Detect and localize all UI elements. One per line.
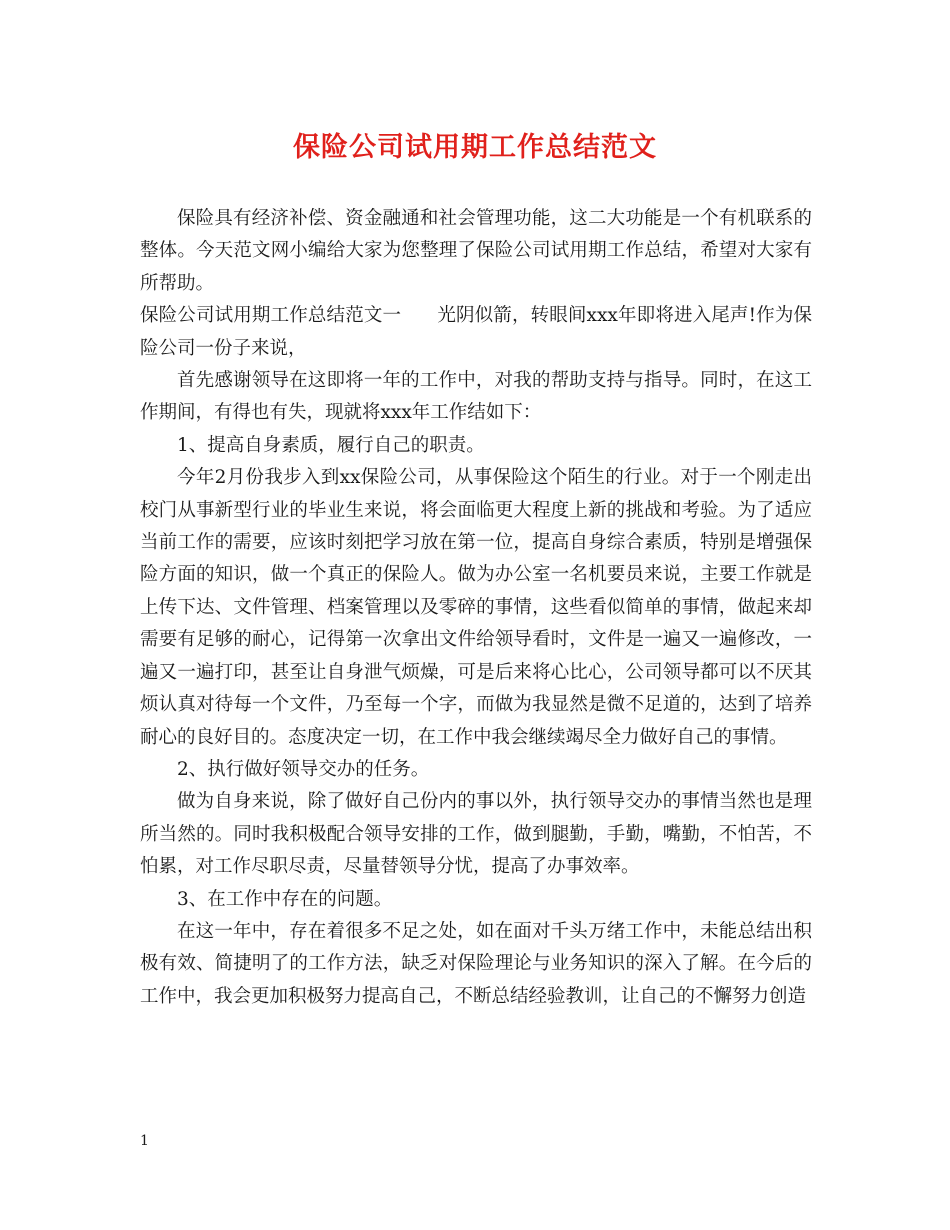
opening-sentence: 光阴似箭，转眼间xxx年即将进入尾声!作为保险公司一份子来说， xyxy=(140,305,812,359)
thanks-paragraph: 首先感谢领导在这即将一年的工作中，对我的帮助支持与指导。同时，在这工作期间，有得也有失，现就将xxx年工作结如下： xyxy=(140,370,812,424)
section1-title: 1、提高自身素质，履行自己的职责。 xyxy=(177,434,485,456)
intro-paragraph: 保险具有经济补偿、资金融通和社会管理功能，这二大功能是一个有机联系的整体。今天范文网小编给大家为您整理了保险公司试用期工作总结，希望对大家有所帮助。 xyxy=(140,208,812,294)
section2-body: 做为自身来说，除了做好自己份内的事以外，执行领导交办的事情当然也是理所当然的。同时我积极配合领导安排的工作，做到腿勤，手勤，嘴勤，不怕苦，不怕累，对工作尽职尽责，尽量替领导分忧，提高了办事效率。 xyxy=(140,791,812,878)
section1-body: 今年2月份我步入到xx保险公司，从事保险这个陌生的行业。对于一个刚走出校门从事新型行业的毕业生来说，将会面临更大程度上新的挑战和考验。为了适应当前工作的需要，应该时刻把学习放在第一位，提高自身综合素质，特别是增强保险方面的知识，做一个真正的保险人。做为办公室一名机要员来说，主要工作就是上传下达、文件管理、档案管理以及零碎的事情，这些看似简单的事情，做起来却需要有足够的耐心，记得第一次拿出文件给领导看时，文件是一遍又一遍修改，一遍又一遍打印，甚至让自身泄气烦燥，可是后来将心比心，公司领导都可以不厌其烦认真对待每一个文件，乃至每一个字，而做为我显然是微不足道的，达到了培养耐心的良好目的。态度决定一切，在工作中我会继续竭尽全力做好自己的事情。 xyxy=(140,467,812,748)
document-title: 保险公司试用期工作总结范文 xyxy=(293,132,657,163)
document-body xyxy=(140,203,812,1013)
page-number: 1 xyxy=(140,1133,149,1149)
section2-title: 2、执行做好领导交办的任务。 xyxy=(177,758,430,780)
section3-title: 3、在工作中存在的问题。 xyxy=(177,888,393,910)
section-heading-paragraph xyxy=(140,300,812,365)
section3-body: 在这一年中，存在着很多不足之处，如在面对千头万绪工作中，未能总结出积极有效、简捷明了的工作方法，缺乏对保险理论与业务知识的深入了解。在今后的工作中，我会更加积极努力提高自己，不断总结经验教训，让自己的不懈努力创造 xyxy=(140,920,812,1007)
sample-heading: 保险公司试用期工作总结范文一 xyxy=(140,305,402,327)
